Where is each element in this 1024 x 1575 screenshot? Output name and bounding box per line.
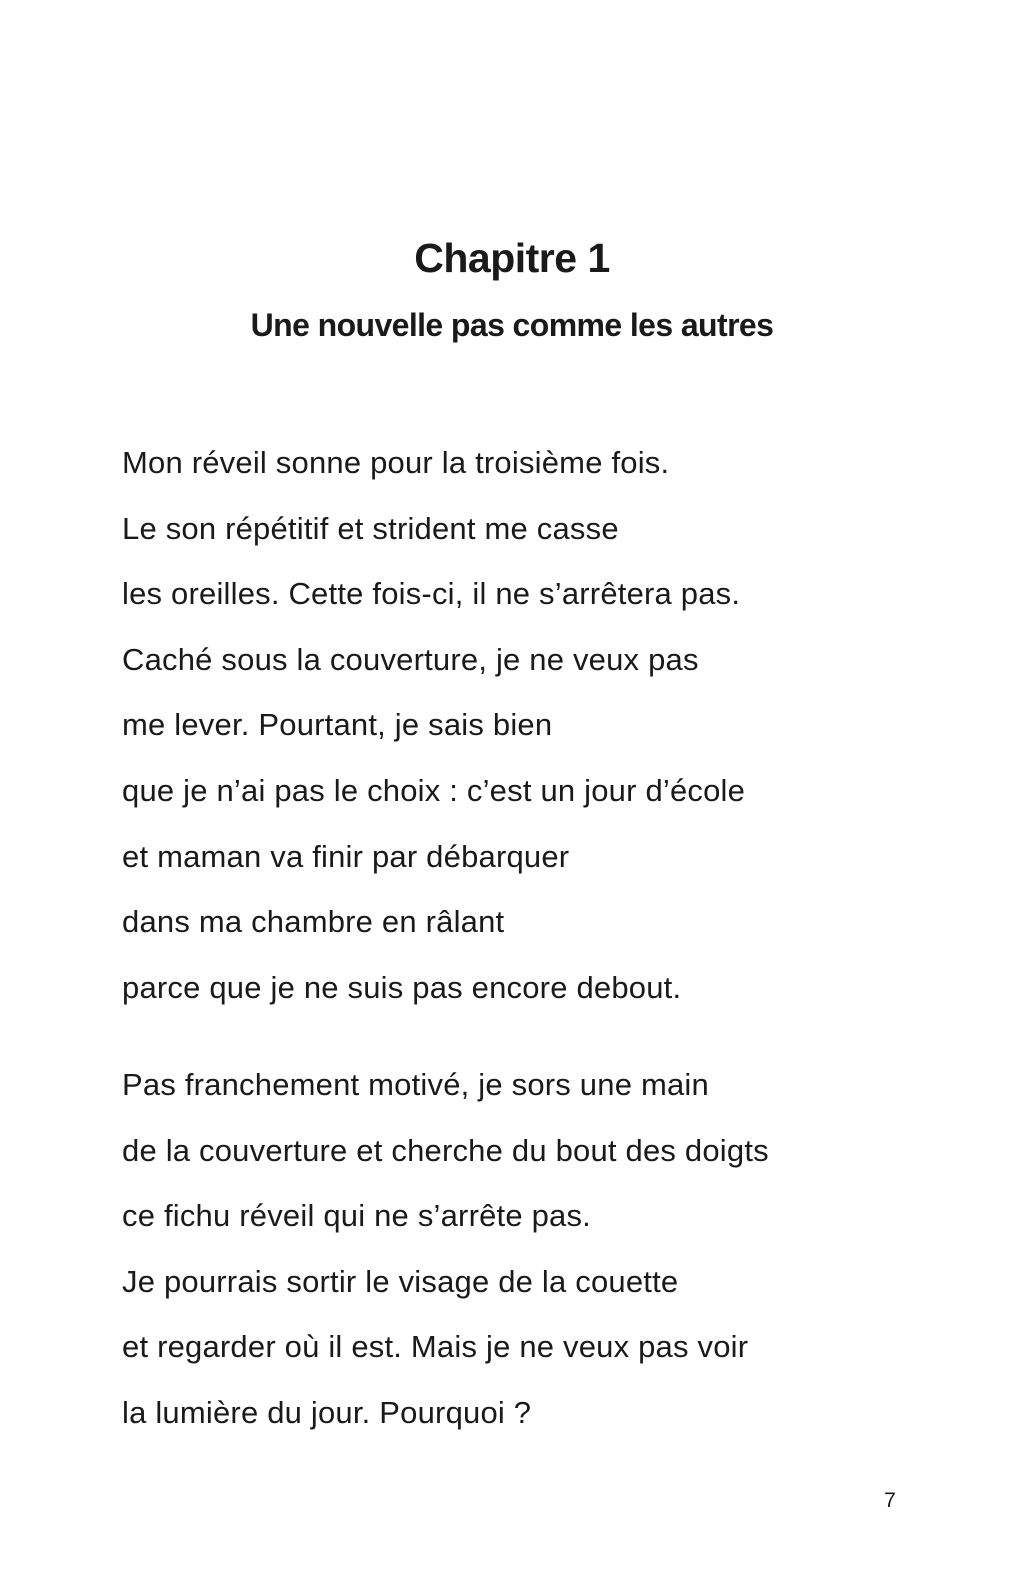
text-line: Pas franchement motivé, je sors une main <box>122 1067 709 1102</box>
text-line: me lever. Pourtant, je sais bien <box>122 707 553 743</box>
text-line: les oreilles. Cette fois-ci, il ne s’arrêtera pas. <box>122 576 741 612</box>
text-line: parce que je ne suis pas encore debout. <box>122 969 682 1005</box>
text-line: que je n’ai pas le choix : c’est un jour d’école <box>122 772 746 808</box>
text-line: Caché sous la couverture, je ne veux pas <box>122 641 699 677</box>
paragraph-1 <box>122 438 942 1028</box>
text-line: dans ma chambre en râlant <box>122 904 505 940</box>
chapter-title: Une nouvelle pas comme les autres <box>250 307 774 343</box>
text-line: Le son répétitif et strident me casse <box>122 510 619 546</box>
text-line: et maman va finir par débarquer <box>122 838 570 874</box>
text-line: de la couverture et cherche du bout des doigts <box>122 1132 769 1168</box>
text-line: la lumière du jour. Pourquoi ? <box>122 1394 532 1430</box>
text-line: et regarder où il est. Mais je ne veux pas voir <box>122 1329 749 1365</box>
text-line: ce fichu réveil qui ne s’arrête pas. <box>122 1198 591 1234</box>
page-number: 7 <box>884 1489 896 1512</box>
text-line: Mon réveil sonne pour la troisième fois. <box>122 445 670 480</box>
paragraph-2 <box>122 1060 942 1454</box>
text-line: Je pourrais sortir le visage de la couette <box>122 1263 679 1299</box>
chapter-number: Chapitre 1 <box>414 235 610 281</box>
